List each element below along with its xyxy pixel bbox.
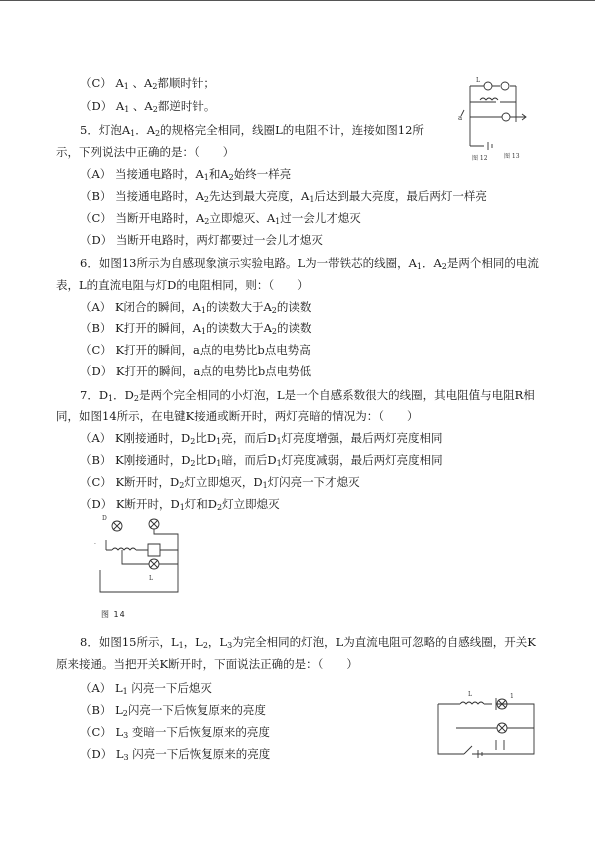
q8-option-c bbox=[80, 725, 270, 739]
subscript: 1 bbox=[130, 129, 136, 138]
text-run: （D） K断开时，D bbox=[80, 497, 180, 511]
subscript: 1 bbox=[179, 503, 185, 512]
text-run: 是两个完全相同的小灯泡，L是一个自感系数很大的线圈，其电阻值与电阻R相 bbox=[138, 388, 535, 402]
subscript: 2 bbox=[217, 503, 223, 512]
text-run: 后达到最大亮度，最后两灯一样亮 bbox=[314, 189, 487, 203]
subscript: 2 bbox=[271, 306, 277, 315]
text-run: 比D bbox=[195, 431, 217, 445]
q7-option-b bbox=[80, 453, 443, 467]
text-run: ，L bbox=[207, 635, 228, 649]
subscript: 1 bbox=[201, 327, 207, 336]
subscript: 3 bbox=[123, 753, 129, 762]
text-run: 始终一样亮 bbox=[233, 167, 292, 181]
text-run: （B） L bbox=[80, 703, 123, 717]
text-run: （C） K断开时，D bbox=[80, 475, 180, 489]
subscript: 1 bbox=[216, 459, 222, 468]
text-run: （A） K闭合的瞬间，A bbox=[80, 300, 201, 314]
q6-stem-line2: 表，L的直流电阻与灯D的电阻相同，则：（ ） bbox=[56, 278, 309, 292]
text-run: （B） 当接通电路时，A bbox=[80, 189, 204, 203]
text-run: 的读数大于A bbox=[206, 321, 272, 335]
text-run: 灯亮度减弱，最后两灯亮度相同 bbox=[281, 453, 443, 467]
subscript: 2 bbox=[271, 327, 278, 336]
text-run: （C） L bbox=[80, 725, 124, 739]
q7-stem-line1 bbox=[80, 388, 535, 402]
text-run: （A） K刚接通时，D bbox=[80, 431, 191, 445]
subscript: 1 bbox=[200, 306, 206, 315]
text-run: 是两个相同的电流 bbox=[446, 256, 539, 270]
text-run: 的读数 bbox=[277, 321, 312, 335]
text-run: 为完全相同的灯泡，L为直流电阻可忽略的自感线圈，开关K bbox=[232, 635, 536, 649]
text-run: 的读数大于A bbox=[205, 300, 272, 314]
q8-stem-line1 bbox=[80, 635, 536, 649]
text-run: 比D bbox=[195, 453, 217, 467]
text-run: （B） K打开的瞬间，A bbox=[80, 321, 202, 335]
subscript: 2 bbox=[179, 481, 185, 490]
text-run: 闪亮一下后熄灭 bbox=[127, 681, 212, 695]
text-run: 6．如图13所示为自感现象演示实验电路。L为一带铁芯的线圈，A bbox=[80, 256, 417, 270]
text-run: 灯亮度增强，最后两灯亮度相同 bbox=[281, 431, 443, 445]
svg-text:图 13: 图 13 bbox=[504, 153, 520, 160]
q5-option-d: （D） 当断开电路时，两灯都要过一会儿才熄灭 bbox=[80, 233, 323, 247]
circuit-figure-14 bbox=[92, 510, 202, 610]
q5-option-a bbox=[80, 167, 291, 181]
subscript: 2 bbox=[204, 217, 210, 226]
text-run: 立即熄灭、A bbox=[209, 211, 276, 225]
text-run: （D） A bbox=[80, 99, 125, 113]
text-run: （A） 当接通电路时，A bbox=[80, 167, 204, 181]
text-run: 暗，而后D bbox=[221, 453, 277, 467]
text-run: 8．如图15所示，L bbox=[80, 635, 179, 649]
text-run: 灯和D bbox=[184, 497, 218, 511]
q5-option-b bbox=[80, 189, 487, 203]
subscript: 1 bbox=[124, 105, 130, 114]
q8-option-a bbox=[80, 681, 212, 695]
subscript: 2 bbox=[203, 195, 210, 204]
svg-text:L: L bbox=[476, 77, 480, 84]
text-run: 闪亮一下后恢复原来的亮度 bbox=[128, 747, 271, 761]
q8-stem-line2: 原来接通。当把开关K断开时，下面说法正确的是：（ ） bbox=[56, 657, 358, 671]
subscript: 1 bbox=[108, 394, 114, 403]
text-run: ，L bbox=[183, 635, 203, 649]
subscript: 2 bbox=[152, 105, 158, 114]
page-top-rule bbox=[0, 0, 595, 1]
q6-option-d: （D） K打开的瞬间，a点的电势比b点电势低 bbox=[80, 364, 312, 378]
text-run: 和A bbox=[208, 167, 229, 181]
text-run: 灯闪亮一下才熄灭 bbox=[267, 475, 360, 489]
subscript: 2 bbox=[155, 129, 161, 138]
text-run: （C） 当断开电路时，A bbox=[80, 211, 205, 225]
text-run: ．D bbox=[113, 388, 134, 402]
text-run: （C） A bbox=[80, 76, 124, 90]
subscript: 1 bbox=[416, 262, 422, 271]
q4-option-c bbox=[80, 76, 215, 90]
text-run: 、A bbox=[128, 76, 153, 90]
q7-option-d bbox=[80, 497, 280, 511]
subscript: 2 bbox=[228, 173, 234, 182]
circuit-figure-top-right bbox=[440, 62, 552, 172]
text-run: （B） K刚接通时，D bbox=[80, 453, 191, 467]
text-run: （A） L bbox=[80, 681, 123, 695]
circuit-figure-15 bbox=[434, 682, 554, 768]
subscript: 2 bbox=[190, 459, 196, 468]
subscript: 2 bbox=[152, 82, 158, 91]
subscript: 1 bbox=[262, 481, 268, 490]
q5-stem-line1 bbox=[80, 123, 424, 137]
subscript: 3 bbox=[227, 641, 233, 650]
text-run: 的规格完全相同，线圈L的电阻不计，连接如图12所 bbox=[160, 123, 424, 137]
q7-option-a bbox=[80, 431, 443, 445]
subscript: 3 bbox=[123, 731, 129, 740]
svg-text:a: a bbox=[458, 114, 463, 122]
subscript: 2 bbox=[441, 262, 447, 271]
figure-14-caption: 图 14 bbox=[101, 610, 126, 619]
text-run: 的读数 bbox=[276, 300, 312, 314]
text-run: （D） L bbox=[80, 747, 124, 761]
subscript: 1 bbox=[122, 687, 128, 696]
text-run: 变暗一下后恢复原来的亮度 bbox=[128, 725, 270, 739]
q8-option-d bbox=[80, 747, 270, 761]
subscript: 2 bbox=[133, 394, 139, 403]
text-run: ．A bbox=[421, 256, 442, 270]
q5-stem-line2: 示，下列说法中正确的是：（ ） bbox=[56, 145, 235, 159]
subscript: 1 bbox=[309, 195, 315, 204]
text-run: 先达到最大亮度，A bbox=[209, 189, 310, 203]
q7-stem-line2: 同，如图14所示，在电键K接通或断开时，两灯亮暗的情况为：（ ） bbox=[56, 409, 419, 423]
q5-option-c bbox=[80, 211, 361, 225]
text-run: ．A bbox=[135, 123, 156, 137]
text-run: 亮，而后D bbox=[221, 431, 277, 445]
q6-stem-line1 bbox=[80, 256, 539, 270]
subscript: 1 bbox=[276, 459, 282, 468]
text-run: 灯立即熄灭，D bbox=[184, 475, 263, 489]
subscript: 2 bbox=[202, 641, 208, 650]
svg-text:D: D bbox=[102, 515, 107, 522]
text-run: 、A bbox=[129, 99, 153, 113]
text-run: 都逆时针。 bbox=[157, 99, 216, 113]
q7-option-c bbox=[80, 475, 360, 489]
subscript: 1 bbox=[216, 437, 222, 446]
q6-option-c: （C） K打开的瞬间，a点的电势比b点电势高 bbox=[80, 343, 311, 357]
subscript: 1 bbox=[178, 641, 184, 650]
text-run: 5．灯泡A bbox=[80, 123, 131, 137]
q6-option-b bbox=[80, 321, 312, 335]
subscript: 1 bbox=[276, 437, 282, 446]
subscript: 2 bbox=[190, 437, 196, 446]
q8-option-b bbox=[80, 703, 266, 717]
subscript: 1 bbox=[275, 217, 281, 226]
subscript: 1 bbox=[123, 82, 129, 91]
text-run: 都顺时针； bbox=[157, 76, 215, 90]
svg-text:·: · bbox=[94, 541, 96, 548]
subscript: 1 bbox=[203, 173, 209, 182]
text-run: 闪亮一下后恢复原来的亮度 bbox=[127, 703, 266, 717]
text-run: 过一会儿才熄灭 bbox=[280, 211, 361, 225]
q4-option-d bbox=[80, 99, 215, 113]
svg-text:L: L bbox=[468, 691, 472, 698]
svg-text:图 12: 图 12 bbox=[472, 155, 488, 162]
subscript: 2 bbox=[122, 709, 128, 718]
q6-option-a bbox=[80, 300, 311, 314]
svg-text:1: 1 bbox=[510, 693, 514, 700]
text-run: 灯立即熄灭 bbox=[222, 497, 280, 511]
text-run: 7．D bbox=[80, 388, 109, 402]
svg-text:L: L bbox=[149, 575, 153, 582]
